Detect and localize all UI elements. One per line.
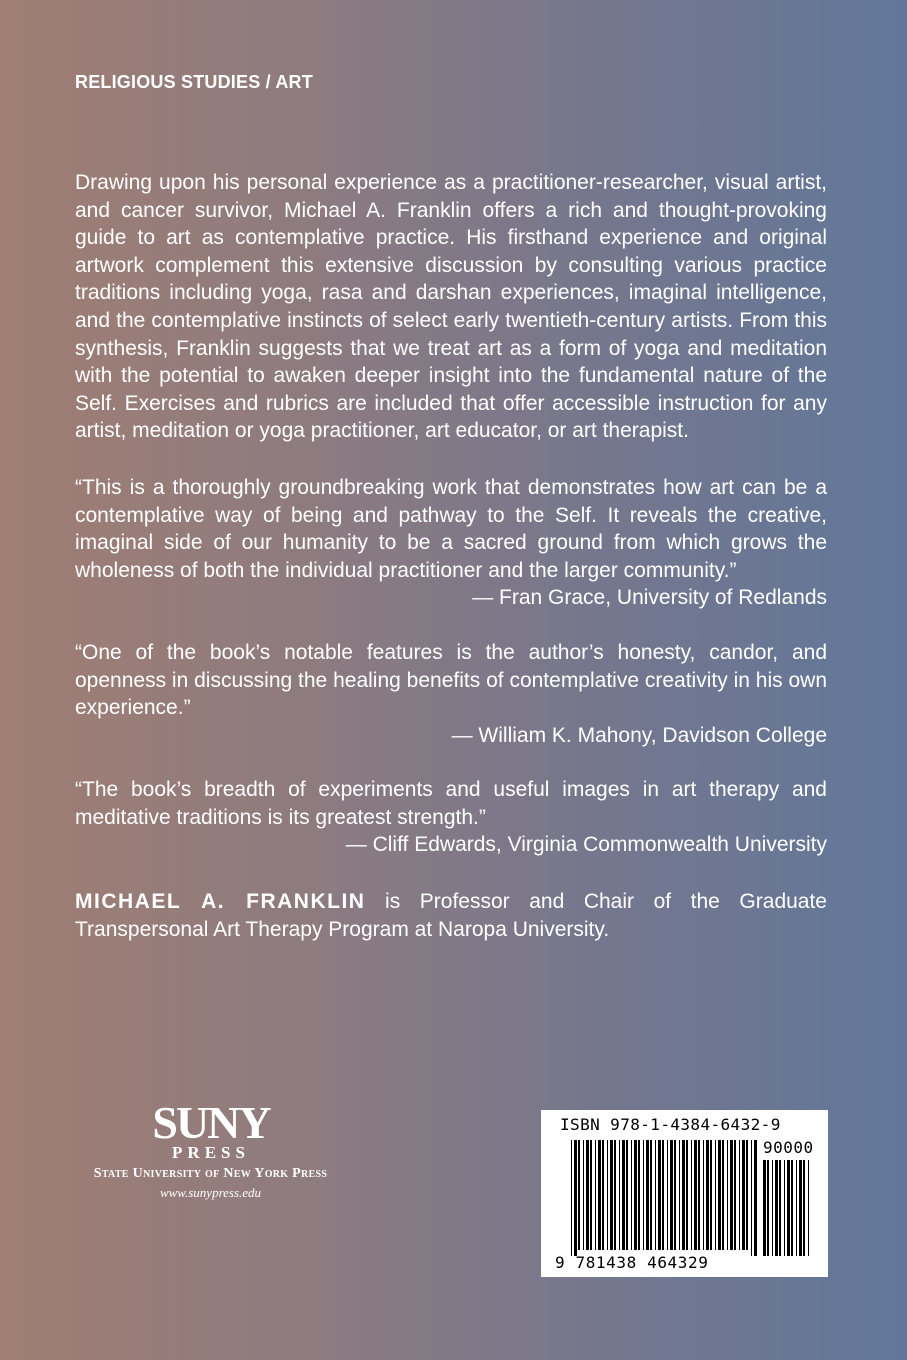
author-bio-text: is Professor and Chair of the Graduate Transpersonal Art Therapy Program at Naropa University. xyxy=(75,890,827,941)
barcode-bar xyxy=(775,1160,778,1256)
barcode-bar xyxy=(706,1140,709,1250)
barcode-bar xyxy=(598,1140,601,1250)
barcode-bar xyxy=(607,1140,608,1250)
isbn-label: ISBN 978-1-4384-6432-9 xyxy=(560,1115,781,1134)
review-quote: “One of the book’s notable features is the author’s honesty, candor, and openness in discussing the healing benefits of contemplative creativity in his own experience.” xyxy=(75,640,827,720)
barcode-bar xyxy=(718,1140,721,1250)
barcode-bar xyxy=(590,1140,592,1250)
barcode-bar xyxy=(791,1160,793,1256)
barcode-bar xyxy=(808,1160,809,1256)
price-code: 90000 xyxy=(763,1138,814,1157)
barcode-bar xyxy=(595,1140,596,1250)
suny-logo-text: SUNY xyxy=(151,1098,270,1148)
barcode-bar xyxy=(694,1140,697,1250)
barcode-bar xyxy=(730,1140,733,1250)
publisher-url: www.sunypress.edu xyxy=(159,1185,262,1200)
barcode-bar xyxy=(784,1160,785,1256)
ean-number: 9 781438 464329 xyxy=(555,1253,709,1272)
review-1 xyxy=(75,474,827,612)
review-2 xyxy=(75,639,827,749)
barcode-bar xyxy=(679,1140,680,1250)
barcode-bar xyxy=(682,1140,685,1250)
barcode-bar xyxy=(586,1140,589,1250)
barcode-bar xyxy=(691,1140,692,1250)
isbn-barcode xyxy=(541,1110,828,1277)
barcode-bar xyxy=(646,1140,649,1250)
barcode-bar xyxy=(602,1140,604,1250)
review-3 xyxy=(75,776,827,859)
category-label: RELIGIOUS STUDIES / ART xyxy=(75,72,313,92)
barcode-bar xyxy=(583,1140,584,1250)
barcode-bar xyxy=(799,1160,802,1256)
barcode-bars xyxy=(541,1110,828,1277)
back-cover-text xyxy=(75,169,827,943)
barcode-bar xyxy=(754,1140,757,1256)
barcode-bar xyxy=(767,1160,769,1256)
barcode-bar xyxy=(727,1140,728,1250)
barcode-bar xyxy=(655,1140,656,1250)
barcode-bar xyxy=(787,1160,790,1256)
barcode-bar xyxy=(751,1140,752,1256)
barcode-bar xyxy=(715,1140,716,1250)
barcode-bar xyxy=(722,1140,724,1250)
barcode-bar xyxy=(670,1140,673,1250)
barcode-bar xyxy=(610,1140,613,1250)
barcode-bar xyxy=(622,1140,625,1250)
publisher-block xyxy=(73,1098,348,1201)
barcode-bar xyxy=(686,1140,688,1250)
barcode-bar xyxy=(674,1140,676,1250)
barcode-bar xyxy=(658,1140,661,1250)
barcode-bar xyxy=(619,1140,620,1250)
barcode-bar xyxy=(578,1140,580,1250)
barcode-bar xyxy=(746,1140,748,1250)
review-attribution: — Cliff Edwards, Virginia Commonwealth University xyxy=(345,833,827,857)
barcode-bar xyxy=(698,1140,700,1250)
suny-press-logo xyxy=(131,1098,291,1160)
barcode-bar xyxy=(796,1160,797,1256)
book-description: Drawing upon his personal experience as a practitioner-researcher, visual artist, and cancer survivor, Michael A. Franklin offers a rich and thought-provoking guide to art as contemplative practice. His firsthand experience and original artwork complement this extensive discussion by consulting various practice traditions including yoga, rasa and darshan experiences, imaginal intelligence, and the contemplative instincts of select early twentieth-century artists. From this synthesis, Franklin suggests that we treat art as a form of yoga and meditation with the potential to awaken deeper insight into the fundamental nature of the Self. Exercises and rubrics are included that offer accessible instruction for any artist, meditation or yoga practitioner, art educator, or art therapist. xyxy=(75,171,827,443)
review-quote: “The book’s breadth of experiments and useful images in art therapy and meditative traditions is its greatest strength.” xyxy=(75,778,827,829)
barcode-bar xyxy=(742,1140,745,1250)
review-attribution: — William K. Mahony, Davidson College xyxy=(451,723,827,747)
barcode-bar xyxy=(739,1140,740,1250)
barcode-bar xyxy=(643,1140,644,1250)
barcode-bar xyxy=(631,1140,632,1250)
review-attribution: — Fran Grace, University of Redlands xyxy=(472,586,827,610)
barcode-bar xyxy=(638,1140,640,1250)
author-bio xyxy=(75,888,827,943)
barcode-bar xyxy=(626,1140,628,1250)
barcode-bar xyxy=(779,1160,781,1256)
barcode-bar xyxy=(614,1140,616,1250)
review-quote: “This is a thoroughly groundbreaking work that demonstrates how art can be a contemplative way of being and pathway to the Self. It reveals the creative, imaginal side of our humanity to be a sacred ground from which grows the wholeness of both the individual practitioner and the larger community.” xyxy=(75,475,827,582)
barcode-bar xyxy=(667,1140,668,1250)
barcode-bar xyxy=(634,1140,637,1250)
author-name: MICHAEL A. FRANKLIN xyxy=(75,890,366,914)
barcode-bar xyxy=(571,1140,572,1256)
barcode-bar xyxy=(650,1140,652,1250)
barcode-bar xyxy=(763,1160,766,1256)
publisher-name: State University of New York Press xyxy=(93,1166,328,1181)
barcode-bar xyxy=(710,1140,712,1250)
press-logo-text: PRESS xyxy=(171,1143,250,1160)
barcode-bar xyxy=(574,1140,577,1256)
barcode-bar xyxy=(662,1140,664,1250)
barcode-bar xyxy=(703,1140,704,1250)
barcode-bar xyxy=(734,1140,736,1250)
barcode-bar xyxy=(772,1160,773,1256)
barcode-bar xyxy=(803,1160,805,1256)
